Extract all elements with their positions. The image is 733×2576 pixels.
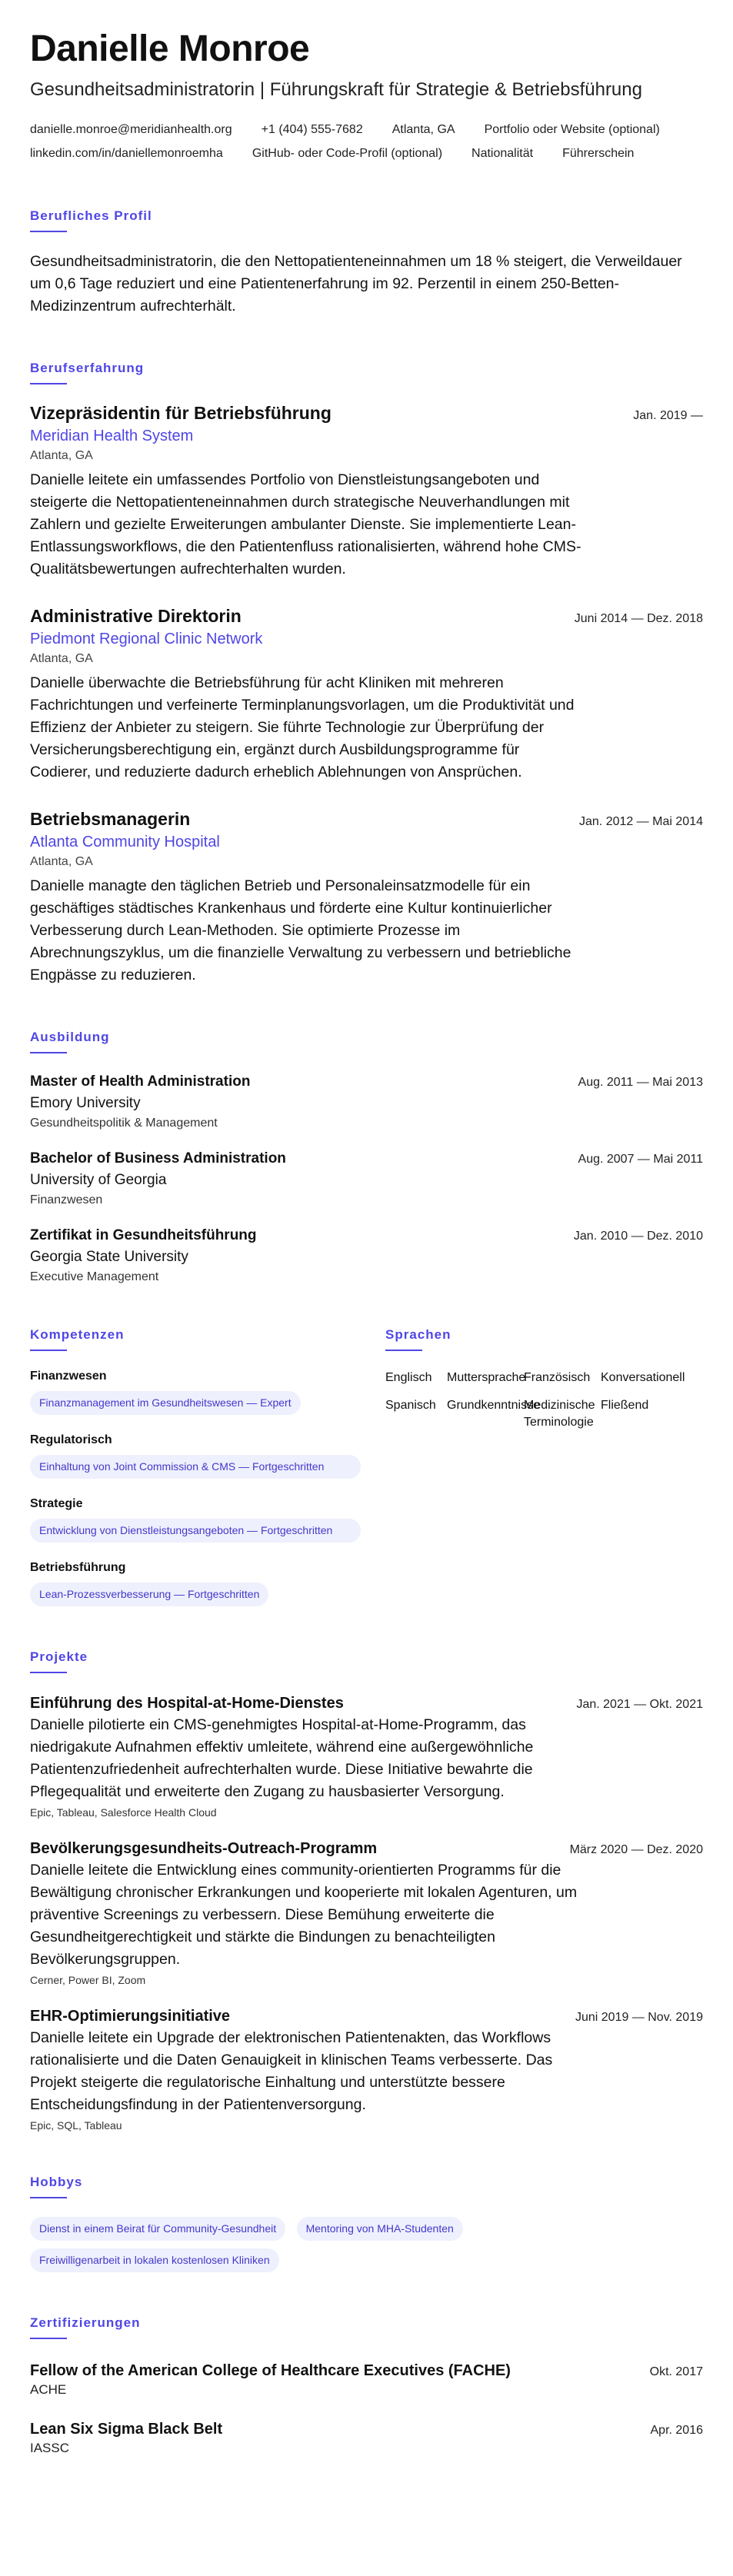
profile-heading: Berufliches Profil — [30, 208, 703, 232]
project-description: Danielle leitete die Entwicklung eines community-orientierten Programms für die Bewältigung chronischer Erkrankungen und kooperierte mit lokalen Agenturen, um präventive Screenings zu verbessern. Diese Bemühung erweiterte die Gesundheitgerechtigkeit und stärkte die Bindungen zu benachteiligten Bevölkerungsgruppen. — [30, 1861, 578, 1968]
field-of-study: Finanzwesen — [30, 1193, 103, 1206]
degree-title: Bachelor of Business Administration — [30, 1150, 286, 1167]
language-name: Französisch — [524, 1370, 591, 1384]
school-name: Georgia State University — [30, 1248, 188, 1265]
job-company: Piedmont Regional Clinic Network — [30, 630, 263, 647]
project-description: Danielle leitete ein Upgrade der elektronischen Patientenakten, das Workflows rationalisierte und die Daten Genauigkeit in klinischen Teams verbesserte. Das Projekt steigerte die regulatorische Einhaltung und unterstützte bessere Entscheidungsfindung in der Patientenversorgung. — [30, 2029, 553, 2113]
job-date: Jan. 2012 — Mai 2014 — [579, 814, 703, 828]
project-technologies: Cerner, Power BI, Zoom — [30, 1973, 146, 1986]
field-of-study: Executive Management — [30, 1270, 159, 1283]
education-section — [30, 1030, 703, 1284]
job-description: Danielle leitete ein umfassendes Portfolio von Dienstleistungsangeboten und steigerte die Nettopatienteneinnahmen durch strategische Neuverhandlungen mit Zahlern und gezielte Erweiterungen ambulanter Dienste. Sie implementierte Lean-Entlassungsworkflows, die den Patientenfluss rationalisierten, während hohe CMS-Qualitätsbewertungen aufrechterhalten wurden. — [30, 471, 581, 577]
skills-languages-row — [30, 1284, 703, 1606]
skill-group — [30, 1433, 361, 1479]
candidate-headline: Gesundheitsadministratorin | Führungskraft für Strategie & Betriebsführung — [30, 78, 642, 100]
hobby-pill: Mentoring von MHA-Studenten — [297, 2217, 463, 2241]
project-title: EHR-Optimierungsinitiative — [30, 2007, 231, 2025]
skill-pill: Entwicklung von Dienstleistungsangeboten — Fortgeschritten — [30, 1519, 361, 1543]
job-location: Atlanta, GA — [30, 448, 93, 462]
contact-email[interactable]: danielle.monroe@meridianhealth.org — [30, 122, 232, 136]
certification-entry — [30, 2362, 703, 2398]
certification-title: Fellow of the American College of Healthcare Executives (FACHE) — [30, 2361, 511, 2379]
education-date: Aug. 2007 — Mai 2011 — [578, 1152, 703, 1166]
certifications-section — [30, 2315, 703, 2456]
school-name: Emory University — [30, 1094, 141, 1111]
skill-pill: Lean-Prozessverbesserung — Fortgeschritten — [30, 1583, 268, 1606]
job-title: Administrative Direktorin — [30, 605, 242, 626]
project-date: Juni 2019 — Nov. 2019 — [575, 2010, 703, 2024]
language-list — [385, 1370, 703, 1431]
language-level: Muttersprache — [447, 1370, 526, 1384]
experience-section — [30, 361, 703, 987]
job-location: Atlanta, GA — [30, 854, 93, 868]
hobbies-heading: Hobbys — [30, 2175, 703, 2198]
hobby-pill: Freiwilligenarbeit in lokalen kostenlosen Kliniken — [30, 2248, 279, 2272]
contact-github[interactable]: GitHub- oder Code-Profil (optional) — [252, 146, 443, 160]
job-title: Vizepräsidentin für Betriebsführung — [30, 402, 332, 423]
language-level: Konversationell — [601, 1370, 685, 1384]
language-name: Medizinische Terminologie — [524, 1398, 595, 1429]
degree-title: Master of Health Administration — [30, 1073, 251, 1090]
education-entry — [30, 1227, 703, 1284]
certification-issuer: ACHE — [30, 2381, 67, 2397]
education-entry — [30, 1150, 703, 1207]
profile-section — [30, 208, 703, 318]
language-name: Englisch — [385, 1370, 432, 1384]
skill-pill: Einhaltung von Joint Commission & CMS — Fortgeschritten — [30, 1455, 361, 1479]
skill-pill: Finanzmanagement im Gesundheitswesen — Expert — [30, 1391, 301, 1415]
job-entry — [30, 809, 703, 987]
education-date: Aug. 2011 — Mai 2013 — [578, 1075, 703, 1089]
project-date: Jan. 2021 — Okt. 2021 — [576, 1697, 703, 1711]
skills-heading: Kompetenzen — [30, 1327, 361, 1351]
education-heading: Ausbildung — [30, 1030, 703, 1053]
hobbies-section — [30, 2175, 703, 2272]
hobby-pill: Dienst in einem Beirat für Community-Gesundheit — [30, 2217, 285, 2241]
language-level: Fließend — [601, 1398, 649, 1412]
project-title: Bevölkerungsgesundheits-Outreach-Programm — [30, 1839, 378, 1857]
job-company: Atlanta Community Hospital — [30, 833, 220, 850]
certification-title: Lean Six Sigma Black Belt — [30, 2420, 223, 2438]
degree-title: Zertifikat in Gesundheitsführung — [30, 1226, 257, 1243]
certification-date: Apr. 2016 — [650, 2423, 703, 2437]
project-entry — [30, 1695, 703, 1819]
experience-heading: Berufserfahrung — [30, 361, 703, 384]
contact-linkedin[interactable]: linkedin.com/in/daniellemonroemha — [30, 146, 223, 160]
languages-heading: Sprachen — [385, 1327, 703, 1351]
language-name: Spanisch — [385, 1398, 436, 1412]
job-title: Betriebsmanagerin — [30, 808, 191, 829]
project-description: Danielle pilotierte ein CMS-genehmigtes Hospital-at-Home-Programm, das niedrigakute Aufnahmen effektiv umleitete, während eine außergewöhnliche Patientenzufriedenheit aufrechterhalten wurde. Diese Initiative bewahrte die Pflegequalität und erweiterte den Zugang zu hausbasierter Versorgung. — [30, 1716, 534, 1800]
languages-section — [385, 1284, 703, 1606]
contact-phone[interactable]: +1 (404) 555-7682 — [261, 122, 363, 136]
project-entry — [30, 1840, 703, 1986]
skill-group — [30, 1370, 361, 1415]
certification-issuer: IASSC — [30, 2440, 70, 2455]
project-title: Einführung des Hospital-at-Home-Dienstes — [30, 1694, 344, 1712]
job-description: Danielle überwachte die Betriebsführung für acht Kliniken mit mehreren Fachrichtungen und verfeinerte Terminplanungsvorlagen, um die Produktivität und Effizienz der Anbieter zu steigern. Sie führte Technologie zur Überprüfung der Versicherungsberechtigung ein, ergänzt durch Ausbildungsprogramme für Codierer, und reduzierte dadurch erheblich Ablehnungen von Ansprüchen. — [30, 674, 575, 780]
project-technologies: Epic, Tableau, Salesforce Health Cloud — [30, 1806, 217, 1819]
profile-summary: Gesundheitsadministratorin, die den Nettopatienteneinnahmen um 18 % steigert, die Verweildauer um 0,6 Tage reduziert und eine Patientenerfahrung im 92. Perzentil in einem 250-Betten-Medizinzentrum aufrechterhält. — [30, 252, 682, 315]
skill-group — [30, 1497, 361, 1543]
skill-group-title: Regulatorisch — [30, 1433, 112, 1446]
hobby-list — [30, 2209, 584, 2272]
projects-heading: Projekte — [30, 1649, 703, 1673]
candidate-name: Danielle Monroe — [30, 28, 310, 69]
job-company: Meridian Health System — [30, 427, 194, 444]
field-of-study: Gesundheitspolitik & Management — [30, 1116, 218, 1130]
skill-group-title: Strategie — [30, 1496, 83, 1510]
job-date: Juni 2014 — Dez. 2018 — [574, 611, 703, 625]
certification-entry — [30, 2421, 703, 2456]
project-date: März 2020 — Dez. 2020 — [569, 1842, 703, 1856]
skill-group — [30, 1561, 361, 1606]
job-entry — [30, 403, 703, 581]
education-date: Jan. 2010 — Dez. 2010 — [573, 1229, 703, 1243]
job-location: Atlanta, GA — [30, 651, 93, 665]
education-entry — [30, 1073, 703, 1130]
job-date: Jan. 2019 — — [633, 408, 703, 422]
language-level: Grundkenntnisse — [447, 1398, 540, 1412]
certifications-heading: Zertifizierungen — [30, 2315, 703, 2339]
projects-section — [30, 1649, 703, 2132]
contact-nationality: Nationalität — [471, 146, 534, 160]
job-entry — [30, 606, 703, 784]
school-name: University of Georgia — [30, 1171, 167, 1188]
contact-list — [30, 118, 703, 165]
skills-section — [30, 1284, 361, 1606]
job-description: Danielle managte den täglichen Betrieb und Personaleinsatzmodelle für ein geschäftiges städtisches Krankenhaus und förderte eine Kultur kontinuierlicher Verbesserung durch Lean-Methoden. Sie optimierte Prozesse im Abrechnungszyklus, um die finanzielle Verwaltung zu verbessern und betriebliche Engpässe zu reduzieren. — [30, 877, 571, 983]
certification-date: Okt. 2017 — [649, 2365, 703, 2378]
project-technologies: Epic, SQL, Tableau — [30, 2118, 122, 2132]
contact-drivers-license: Führerschein — [562, 146, 635, 160]
resume-header — [30, 29, 703, 165]
skill-group-title: Betriebsführung — [30, 1560, 126, 1574]
project-entry — [30, 2008, 703, 2132]
contact-location: Atlanta, GA — [391, 122, 455, 136]
skill-group-title: Finanzwesen — [30, 1369, 107, 1383]
contact-portfolio[interactable]: Portfolio oder Website (optional) — [484, 122, 660, 136]
